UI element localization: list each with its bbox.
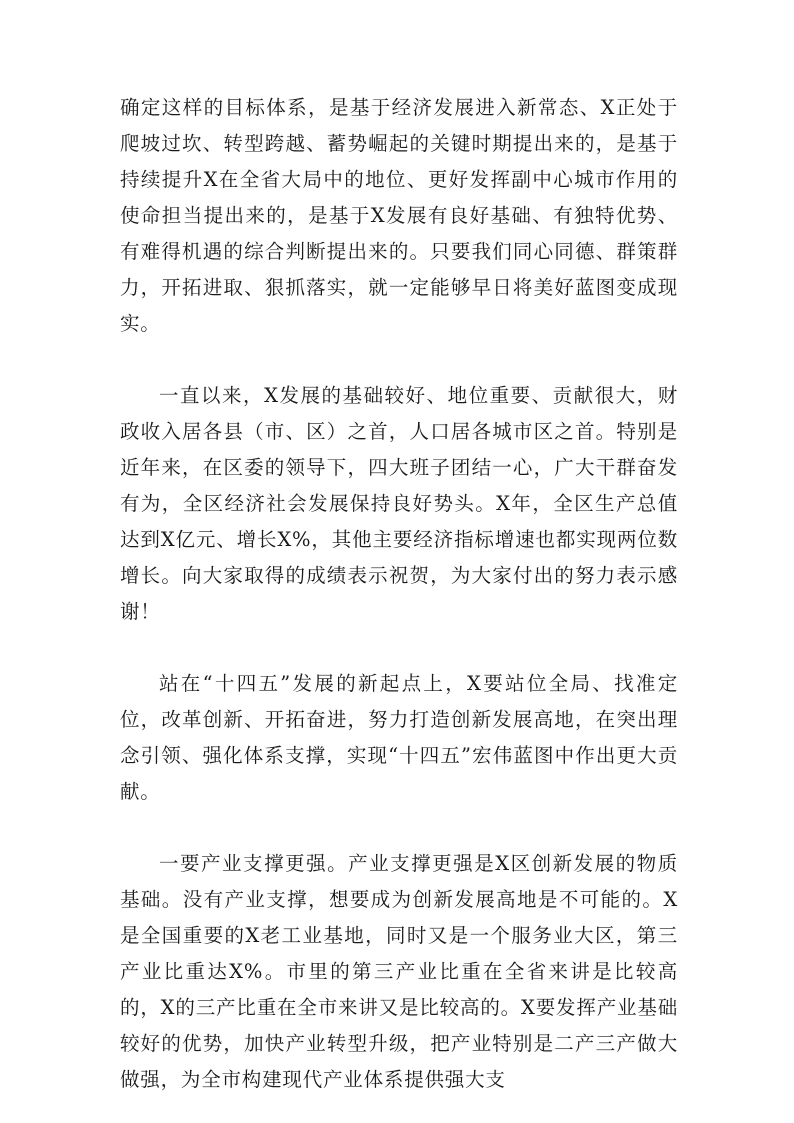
paragraph-spacer <box>120 630 678 666</box>
paragraph-1: 确定这样的目标体系，是基于经济发展进入新常态、X正处于爬坡过坎、转型跨越、蓄势崛起的关键时期提出来的，是基于持续提升X在全省大局中的地位、更好发挥副中心城市作用的使命担当提出来的，是基于X发展有良好基础、有独特优势、有难得机遇的综合判断提出来的。只要我们同心同德、群策群力，开拓进取、狠抓落实，就一定能够早日将美好蓝图变成现实。 <box>120 96 678 335</box>
paragraph-3: 站在“十四五”发展的新起点上，X要站位全局、找准定位，改革创新、开拓奋进，努力打造创新发展高地，在突出理念引领、强化体系支撑，实现“十四五”宏伟蓝图中作出更大贡献。 <box>120 672 678 803</box>
paragraph-4: 一要产业支撑更强。产业支撑更强是X区创新发展的物质基础。没有产业支撑，想要成为创新发展高地是不可能的。X是全国重要的X老工业基地，同时又是一个服务业大区，第三产业比重达X%。市里的第三产业比重在全省来讲是比较高的，X的三产比重在全市来讲又是比较高的。X要发挥产业基础较好的优势，加快产业转型升级，把产业特别是二产三产做大做强，为全市构建现代产业体系提供强大支 <box>120 852 678 1091</box>
paragraph-spacer <box>120 342 678 378</box>
paragraph-2: 一直以来，X发展的基础较好、地位重要、贡献很大，财政收入居各县（市、区）之首，人口居各城市区之首。特别是近年来，在区委的领导下，四大班子团结一心，广大干群奋发有为，全区经济社会发展保持良好势头。X年，全区生产总值达到X亿元、增长X%，其他主要经济指标增速也都实现两位数增长。向大家取得的成绩表示祝贺，为大家付出的努力表示感谢！ <box>120 384 678 623</box>
paragraph-spacer <box>120 810 678 846</box>
document-body <box>120 90 678 1098</box>
